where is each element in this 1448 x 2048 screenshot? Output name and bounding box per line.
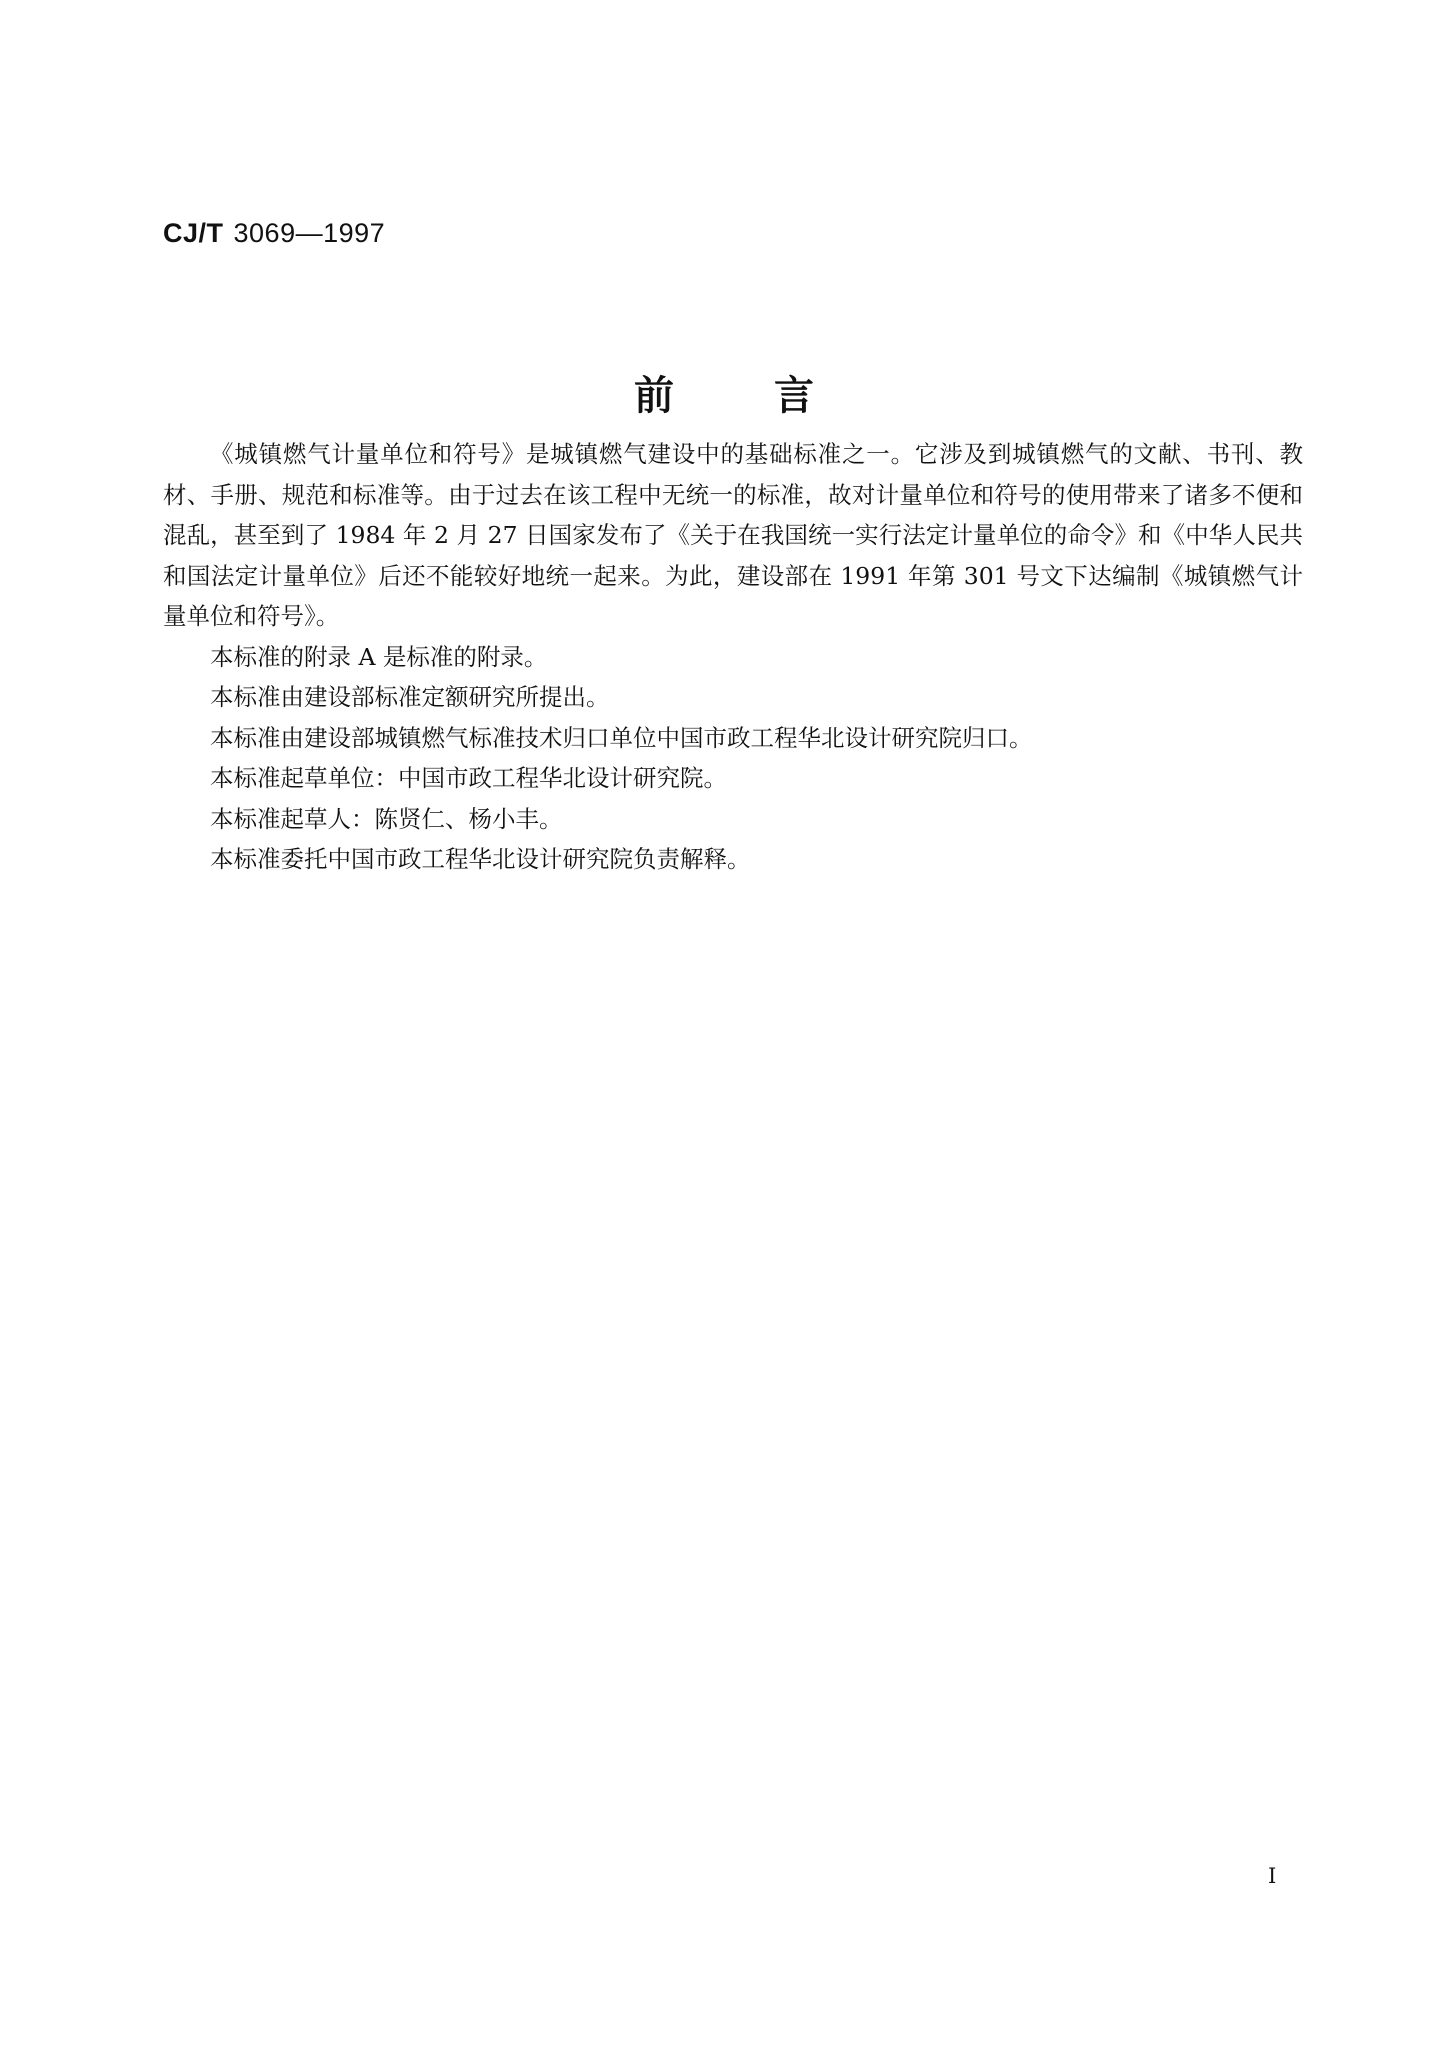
paragraph-interpretation: 本标准委托中国市政工程华北设计研究院负责解释。 [210,845,751,873]
paragraph-intro: 《城镇燃气计量单位和符号》是城镇燃气建设中的基础标准之一。它涉及到城镇燃气的文献、书刊、教材、手册、规范和标准等。由于过去在该工程中无统一的标准，故对计量单位和符号的使用带来了诸多不便和混乱，甚至到了 1984 年 2 月 27 日国家发布了《关于在我国统一实行法定计量单位的命令》和《中华人民共和国法定计量单位》后还不能较好地统一起来。为此，建设部在 1991 年第 301 号文下达编制《城镇燃气计量单位和符号》。 [163,440,1303,630]
foreword-body [163,434,1303,880]
standard-code-prefix: CJ/T [163,218,224,248]
paragraph-proposer: 本标准由建设部标准定额研究所提出。 [210,683,610,711]
paragraph-appendix: 本标准的附录 A 是标准的附录。 [210,642,548,671]
paragraph-centralized-unit: 本标准由建设部城镇燃气标准技术归口单位中国市政工程华北设计研究院归口。 [210,723,1033,752]
standard-code-number: 3069—1997 [233,218,386,248]
page-number: I [1268,1864,1277,1888]
page-title: 前言 [634,373,914,419]
paragraph-drafting-unit: 本标准起草单位：中国市政工程华北设计研究院。 [210,764,727,792]
paragraph-drafters: 本标准起草人：陈贤仁、杨小丰。 [210,804,563,833]
standard-code [163,218,385,249]
